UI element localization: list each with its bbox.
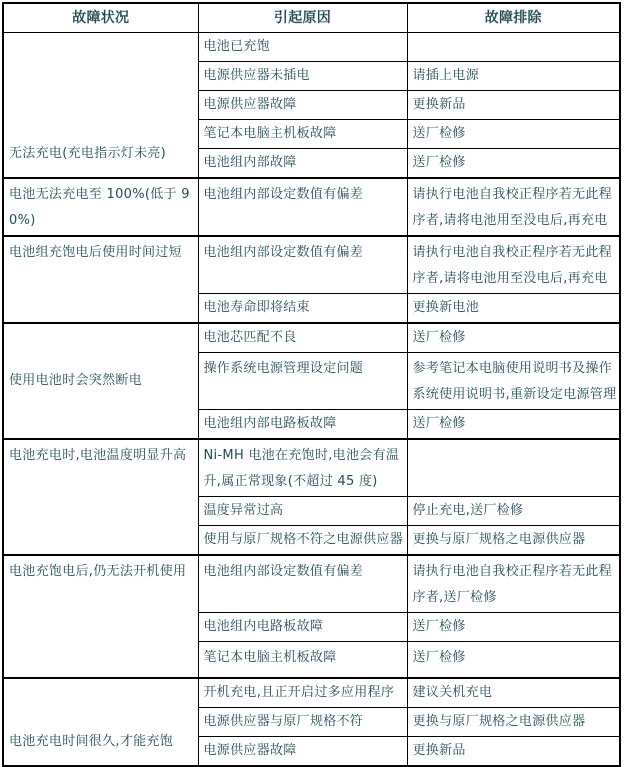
fix-cell: 送厂检修 (407, 642, 620, 678)
fix-cell: 更换与原厂规格之电源供应器 (407, 526, 620, 556)
table-row (3, 678, 620, 708)
fix-cell: 更换新品 (407, 736, 620, 766)
fix-cell: 请执行电池自我校正程序若无此程序者,送厂检修 (407, 555, 620, 613)
cause-cell: 电池组内部设定数值有偏差 (198, 555, 407, 613)
table-row (3, 178, 620, 236)
cause-cell: 操作系统电源管理设定问题 (198, 353, 407, 410)
battery-troubleshooting-table (2, 2, 621, 767)
fix-cell: 送厂检修 (407, 323, 620, 353)
cause-cell: 电池组内电路板故障 (198, 613, 407, 642)
table-row (3, 555, 620, 613)
cause-cell: 电源供应器未插电 (198, 62, 407, 91)
fix-cell: 请执行电池自我校正程序若无此程序者,请将电池用至没电后,再充电 (407, 178, 620, 236)
table-row (3, 323, 620, 353)
fix-cell: 建议关机充电 (407, 678, 620, 708)
fault-cell: 电池充电时,电池温度明显升高 (3, 439, 198, 555)
cause-cell: 开机充电,且正开启过多应用程序 (198, 678, 407, 708)
fix-cell: 请执行电池自我校正程序若无此程序者,请将电池用至没电后,再充电 (407, 236, 620, 294)
cause-cell: 电池组内部设定数值有偏差 (198, 178, 407, 236)
fix-cell (407, 33, 620, 62)
cause-cell: 电源供应器与原厂规格不符 (198, 707, 407, 736)
cause-cell: 电池寿命即将结束 (198, 294, 407, 324)
cause-cell: 电池已充饱 (198, 33, 407, 62)
fix-cell: 送厂检修 (407, 410, 620, 440)
fix-cell: 送厂检修 (407, 613, 620, 642)
column-header-fault: 故障状况 (3, 3, 198, 33)
cause-cell: 电池组内部故障 (198, 149, 407, 179)
fault-cell: 电池无法充电至 100%(低于 90%) (3, 178, 198, 236)
cause-cell: 电源供应器故障 (198, 736, 407, 766)
fault-cell: 电池组充饱电后使用时间过短 (3, 236, 198, 323)
table-row (3, 439, 620, 497)
fault-cell: 使用电池时会突然断电 (3, 323, 198, 439)
cause-cell: Ni-MH 电池在充饱时,电池会有温升,属正常现象(不超过 45 度) (198, 439, 407, 497)
fix-cell: 停止充电,送厂检修 (407, 497, 620, 526)
fault-cell: 电池充饱电后,仍无法开机使用 (3, 555, 198, 678)
cause-cell: 电源供应器故障 (198, 91, 407, 120)
fix-cell: 参考笔记本电脑使用说明书及操作系统使用说明书,重新设定电源管理 (407, 353, 620, 410)
column-header-cause: 引起原因 (198, 3, 407, 33)
fault-cell: 电池充电时间很久,才能充饱 (3, 678, 198, 766)
fix-cell: 送厂检修 (407, 120, 620, 149)
fix-cell: 更换新品 (407, 91, 620, 120)
table-row (3, 236, 620, 294)
fix-cell (407, 439, 620, 497)
cause-cell: 温度异常过高 (198, 497, 407, 526)
cause-cell: 笔记本电脑主机板故障 (198, 642, 407, 678)
cause-cell: 电池芯匹配不良 (198, 323, 407, 353)
table-header-row (3, 3, 620, 33)
cause-cell: 电池组内部电路板故障 (198, 410, 407, 440)
fix-cell: 更换与原厂规格之电源供应器 (407, 707, 620, 736)
cause-cell: 电池组内部设定数值有偏差 (198, 236, 407, 294)
fix-cell: 请插上电源 (407, 62, 620, 91)
fix-cell: 送厂检修 (407, 149, 620, 179)
column-header-fix: 故障排除 (407, 3, 620, 33)
fault-cell: 无法充电(充电指示灯未亮) (3, 33, 198, 179)
cause-cell: 笔记本电脑主机板故障 (198, 120, 407, 149)
table-row (3, 33, 620, 62)
cause-cell: 使用与原厂规格不符之电源供应器 (198, 526, 407, 556)
fix-cell: 更换新电池 (407, 294, 620, 324)
